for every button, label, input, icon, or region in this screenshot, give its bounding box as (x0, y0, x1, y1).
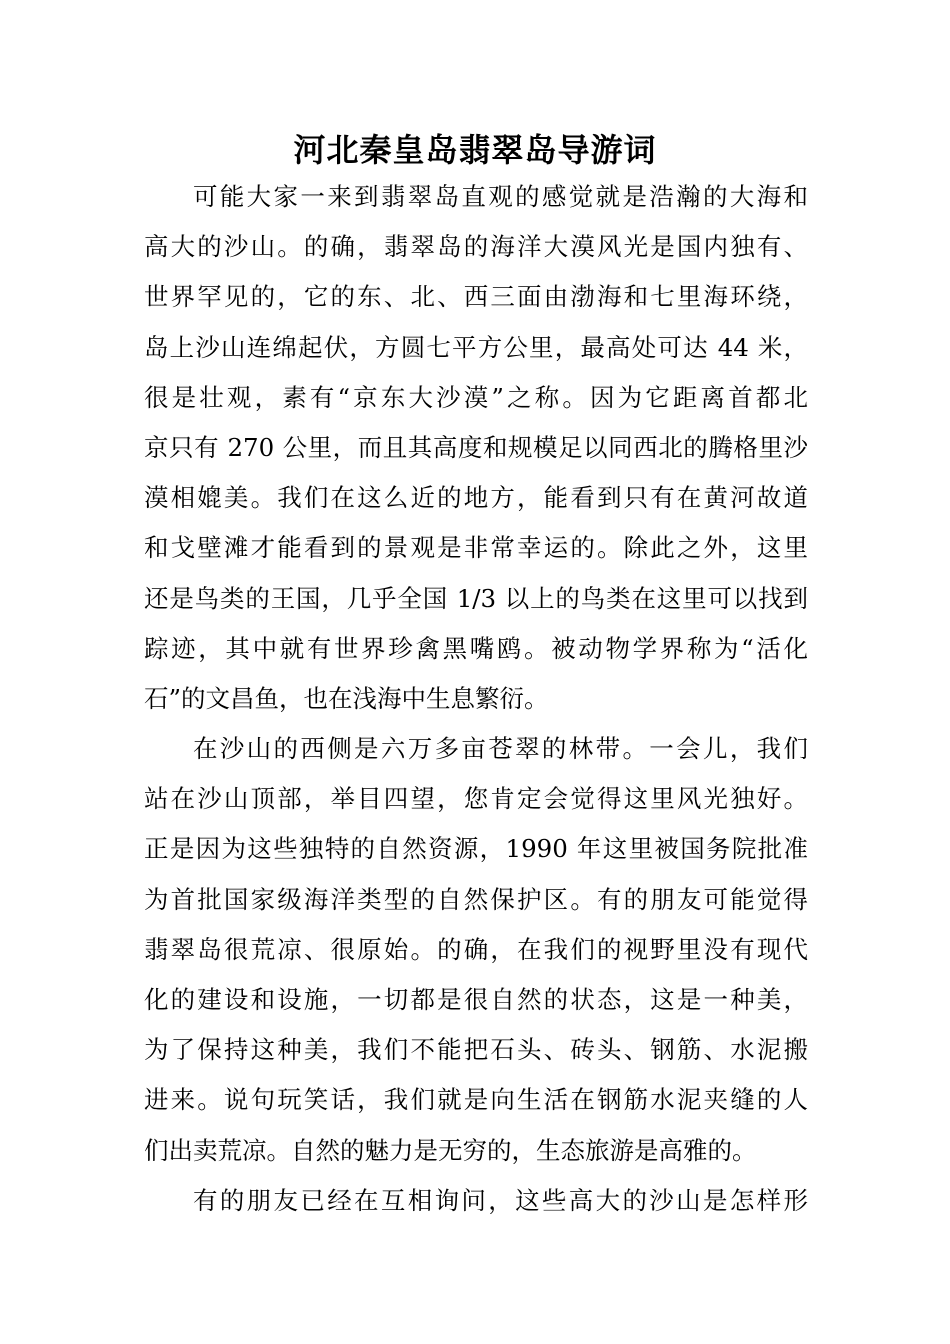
text-line: 岛上沙山连绵起伏，方圆七平方公里，最高处可达 44 米， (144, 332, 808, 362)
text-line: 进来。说句玩笑话，我们就是向生活在钢筋水泥夹缝的人 (144, 1085, 808, 1115)
paragraph-2 (144, 724, 808, 1176)
text-line: 站在沙山顶部，举目四望，您肯定会觉得这里风光独好。 (144, 784, 808, 814)
text-line: 踪迹，其中就有世界珍禽黑嘴鸥。被动物学界称为“活化 (144, 633, 808, 663)
text-line: 翡翠岛很荒凉、很原始。的确，在我们的视野里没有现代 (144, 934, 808, 964)
text-line: 世界罕见的，它的东、北、西三面由渤海和七里海环绕， (144, 282, 808, 312)
text-line: 高大的沙山。的确，翡翠岛的海洋大漠风光是国内独有、 (144, 232, 808, 262)
text-line: 正是因为这些独特的自然资源，1990 年这里被国务院批准 (144, 834, 808, 864)
text-line: 有的朋友已经在互相询问，这些高大的沙山是怎样形 (193, 1185, 808, 1215)
document-body (144, 172, 808, 1226)
text-line: 和戈壁滩才能看到的景观是非常幸运的。除此之外，这里 (144, 533, 808, 563)
text-line: 很是壮观，素有“京东大沙漠”之称。因为它距离首都北 (144, 382, 808, 412)
text-line: 为首批国家级海洋类型的自然保护区。有的朋友可能觉得 (144, 884, 808, 914)
text-line: 还是鸟类的王国，几乎全国 1/3 以上的鸟类在这里可以找到 (144, 583, 808, 613)
text-line: 在沙山的西侧是六万多亩苍翠的林带。一会儿，我们 (193, 734, 808, 764)
text-line: 石”的文昌鱼，也在浅海中生息繁衍。 (144, 683, 549, 713)
text-line: 们出卖荒凉。自然的魅力是无穷的，生态旅游是高雅的。 (144, 1135, 757, 1165)
text-line: 漠相媲美。我们在这么近的地方，能看到只有在黄河故道 (144, 483, 808, 513)
text-line: 可能大家一来到翡翠岛直观的感觉就是浩瀚的大海和 (193, 182, 808, 211)
text-line: 化的建设和设施，一切都是很自然的状态，这是一种美， (144, 985, 808, 1014)
paragraph-1 (144, 172, 808, 724)
paragraph-3 (144, 1176, 808, 1226)
text-line: 为了保持这种美，我们不能把石头、砖头、钢筋、水泥搬 (144, 1035, 808, 1065)
document-title: 河北秦皇岛翡翠岛导游词 (293, 131, 657, 169)
text-line: 京只有 270 公里，而且其高度和规模足以同西北的腾格里沙 (144, 432, 808, 462)
